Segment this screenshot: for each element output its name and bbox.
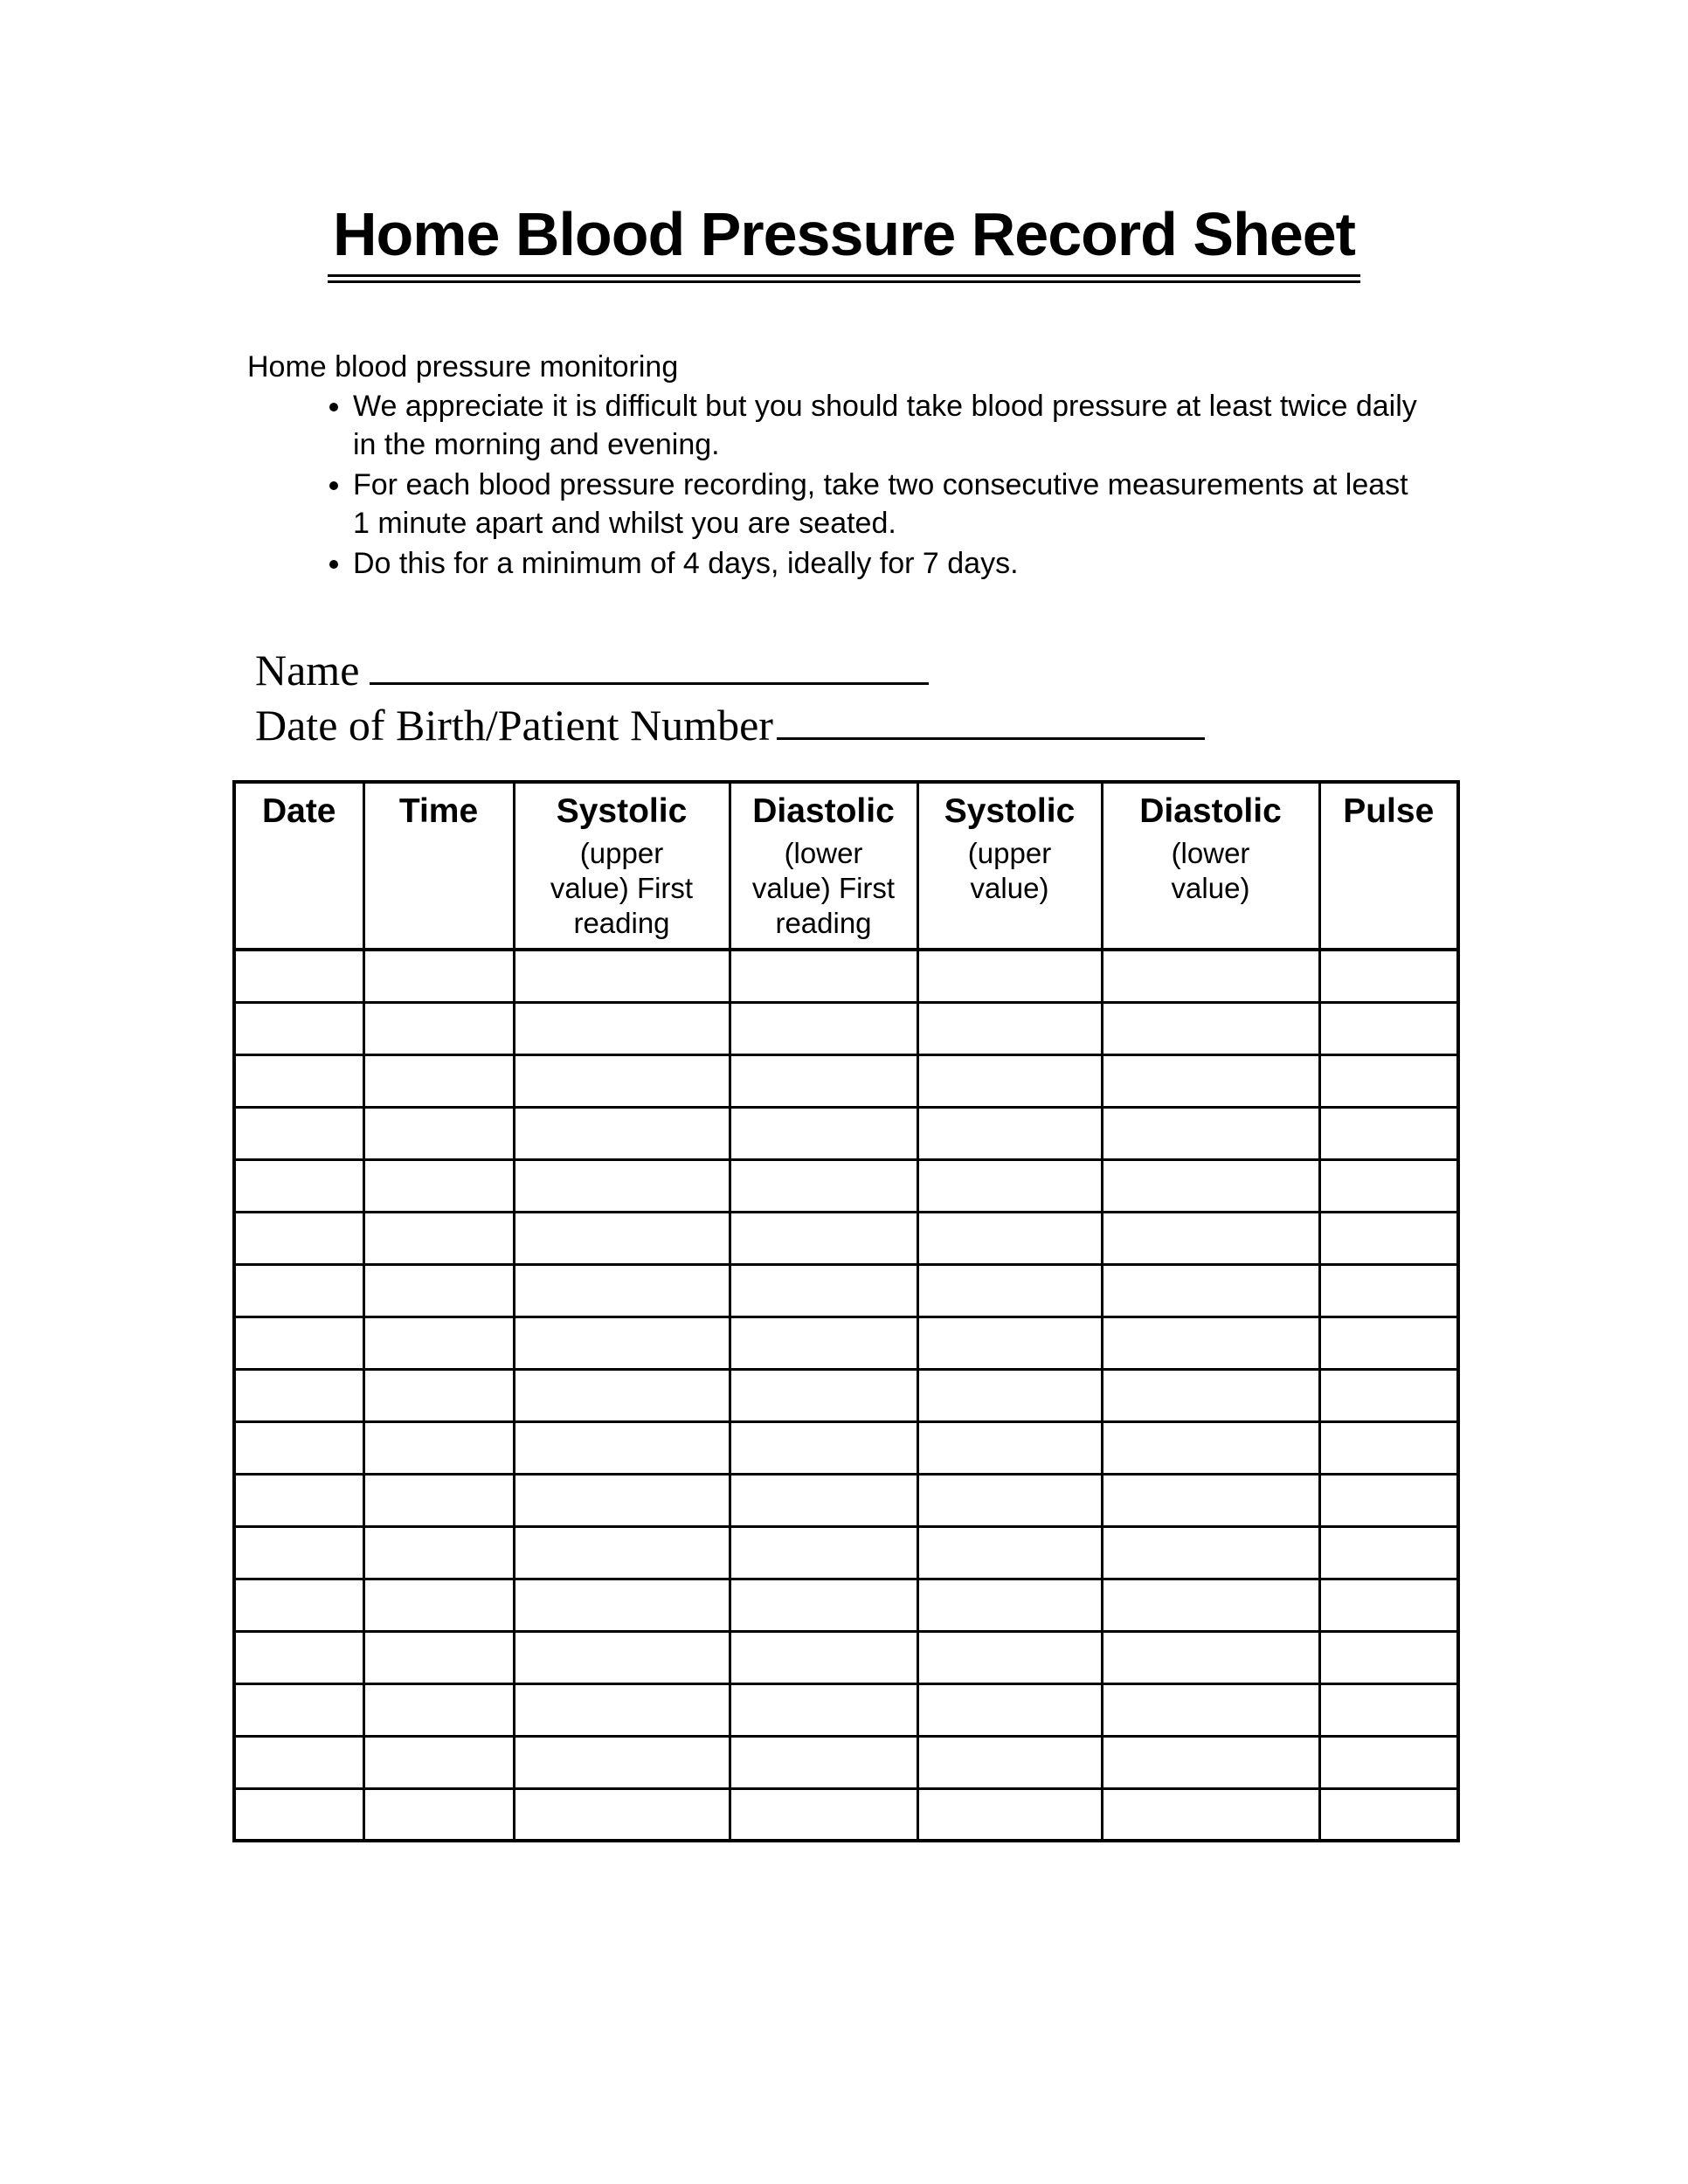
record-cell [363,1683,514,1736]
column-header-pulse [1319,782,1458,950]
record-cell [363,1631,514,1683]
record-cell [1319,1264,1458,1317]
column-subtitle: (upper value) First reading [550,837,694,939]
bullet-list [247,387,1421,583]
record-row [234,1579,1458,1631]
record-cell [363,1107,514,1159]
intro-heading: Home blood pressure monitoring [247,350,679,384]
record-cell [1102,1631,1319,1683]
column-title: Diastolic [752,792,895,830]
record-cell [1102,1054,1319,1107]
record-row [234,1421,1458,1474]
dob-field-row [255,698,1205,753]
record-row [234,1317,1458,1369]
record-cell [363,1421,514,1474]
record-cell [730,1683,917,1736]
record-cell [917,950,1102,1002]
table-header-row [234,782,1458,950]
record-cell [917,1631,1102,1683]
record-row [234,1683,1458,1736]
record-cell [1319,1631,1458,1683]
record-cell [917,1264,1102,1317]
record-cell [1102,1002,1319,1054]
record-cell [917,1212,1102,1264]
record-cell [730,1369,917,1421]
record-cell [1102,1212,1319,1264]
column-header-systolic-first [514,782,730,950]
record-cell [1319,1579,1458,1631]
record-cell [730,1631,917,1683]
record-cell [234,1369,363,1421]
record-row [234,1526,1458,1579]
record-cell [917,1736,1102,1788]
patient-fields [255,643,1205,753]
record-cell [1319,1736,1458,1788]
record-cell [917,1054,1102,1107]
record-cell [1102,1369,1319,1421]
record-cell [234,1788,363,1841]
title-block [0,199,1688,283]
record-cell [514,1054,730,1107]
column-header-diastolic-second [1102,782,1319,950]
column-title: Time [398,792,479,830]
page-title: Home Blood Pressure Record Sheet [328,199,1360,283]
record-cell [514,950,730,1002]
record-cell [917,1579,1102,1631]
record-cell [514,1421,730,1474]
column-title: Pulse [1343,792,1435,830]
column-title: Date [261,792,336,830]
bullet-item: • Do this for a minimum of 4 days, ideally for 7 days. [353,544,1421,583]
record-cell [1319,1474,1458,1526]
record-cell [730,1474,917,1526]
column-header-time [363,782,514,950]
record-cell [730,1212,917,1264]
column-title: Systolic [944,792,1076,830]
record-cell [514,1212,730,1264]
record-cell [730,1107,917,1159]
column-subtitle: (lower value) [1171,837,1250,904]
record-cell [234,1264,363,1317]
record-cell [363,1369,514,1421]
record-cell [514,1788,730,1841]
record-cell [514,1317,730,1369]
column-subtitle: (upper value) [967,837,1052,904]
record-cell [514,1002,730,1054]
record-cell [234,1212,363,1264]
record-row [234,1107,1458,1159]
record-cell [234,1317,363,1369]
record-row [234,1631,1458,1683]
record-cell [1102,1526,1319,1579]
record-cell [1319,1421,1458,1474]
record-cell [363,1474,514,1526]
table-body [234,950,1458,1841]
intro-section [247,348,1421,584]
record-cell [730,1579,917,1631]
record-cell [917,1474,1102,1526]
name-blank-line [370,676,929,685]
record-cell [514,1369,730,1421]
record-cell [1102,1683,1319,1736]
dob-label: Date of Birth/Patient Number [255,701,773,750]
name-field-row [255,643,1205,698]
record-cell [1102,1159,1319,1212]
record-cell [917,1159,1102,1212]
record-cell [363,1212,514,1264]
record-cell [1319,1788,1458,1841]
record-cell [730,1421,917,1474]
record-cell [917,1526,1102,1579]
record-cell [363,1054,514,1107]
record-cell [1319,1526,1458,1579]
record-cell [514,1526,730,1579]
record-cell [1319,1002,1458,1054]
record-cell [1102,1579,1319,1631]
record-cell [234,1474,363,1526]
record-cell [917,1317,1102,1369]
record-cell [730,1317,917,1369]
record-cell [234,1054,363,1107]
record-cell [514,1107,730,1159]
record-cell [1319,1317,1458,1369]
record-cell [730,1788,917,1841]
record-cell [514,1736,730,1788]
dob-blank-line [777,731,1205,740]
record-cell [363,1736,514,1788]
record-cell [363,1159,514,1212]
name-label: Name [255,646,360,695]
record-cell [917,1683,1102,1736]
record-cell [1102,1788,1319,1841]
record-cell [234,1002,363,1054]
record-cell [1102,1474,1319,1526]
record-cell [363,1526,514,1579]
record-cell [917,1421,1102,1474]
record-cell [1319,1683,1458,1736]
table-header [234,782,1458,950]
record-row [234,1054,1458,1107]
column-title: Diastolic [1139,792,1282,830]
record-cell [1102,950,1319,1002]
record-cell [514,1264,730,1317]
record-cell [1102,1421,1319,1474]
record-cell [234,1736,363,1788]
record-row [234,1159,1458,1212]
record-cell [730,1054,917,1107]
record-cell [730,1526,917,1579]
record-cell [234,1526,363,1579]
record-cell [1319,1369,1458,1421]
bullet-item: • We appreciate it is difficult but you should take blood pressure at least twice daily in the morning and evening. [353,387,1421,464]
record-cell [1102,1736,1319,1788]
record-cell [363,950,514,1002]
bullet-item: • For each blood pressure recording, take two consecutive measurements at least 1 minute apart and whilst you are seated. [353,466,1421,543]
record-cell [363,1002,514,1054]
column-title: Systolic [556,792,688,830]
column-header-systolic-second [917,782,1102,950]
record-cell [363,1579,514,1631]
record-cell [917,1002,1102,1054]
record-cell [730,950,917,1002]
record-row [234,1002,1458,1054]
record-cell [363,1264,514,1317]
record-cell [234,1631,363,1683]
record-cell [730,1159,917,1212]
record-cell [514,1159,730,1212]
record-cell [234,1683,363,1736]
record-cell [234,1579,363,1631]
column-header-date [234,782,363,950]
record-cell [234,1107,363,1159]
record-cell [917,1788,1102,1841]
record-cell [1319,1107,1458,1159]
record-cell [234,1421,363,1474]
record-cell [234,1159,363,1212]
record-cell [1102,1264,1319,1317]
record-row [234,1736,1458,1788]
record-row [234,1369,1458,1421]
record-row [234,1264,1458,1317]
record-cell [363,1788,514,1841]
record-row [234,1212,1458,1264]
record-cell [363,1317,514,1369]
column-header-diastolic-first [730,782,917,950]
record-cell [514,1631,730,1683]
record-cell [917,1107,1102,1159]
record-row [234,1474,1458,1526]
record-cell [730,1002,917,1054]
record-cell [514,1579,730,1631]
record-cell [917,1369,1102,1421]
record-cell [1102,1107,1319,1159]
record-cell [730,1736,917,1788]
record-row [234,1788,1458,1841]
record-cell [1319,950,1458,1002]
record-cell [1102,1317,1319,1369]
record-cell [514,1683,730,1736]
record-cell [1319,1054,1458,1107]
record-cell [234,950,363,1002]
record-cell [514,1474,730,1526]
record-row [234,950,1458,1002]
column-subtitle: (lower value) First reading [751,837,896,939]
blood-pressure-table [232,780,1460,1842]
record-cell [1319,1212,1458,1264]
record-cell [730,1264,917,1317]
record-cell [1319,1159,1458,1212]
